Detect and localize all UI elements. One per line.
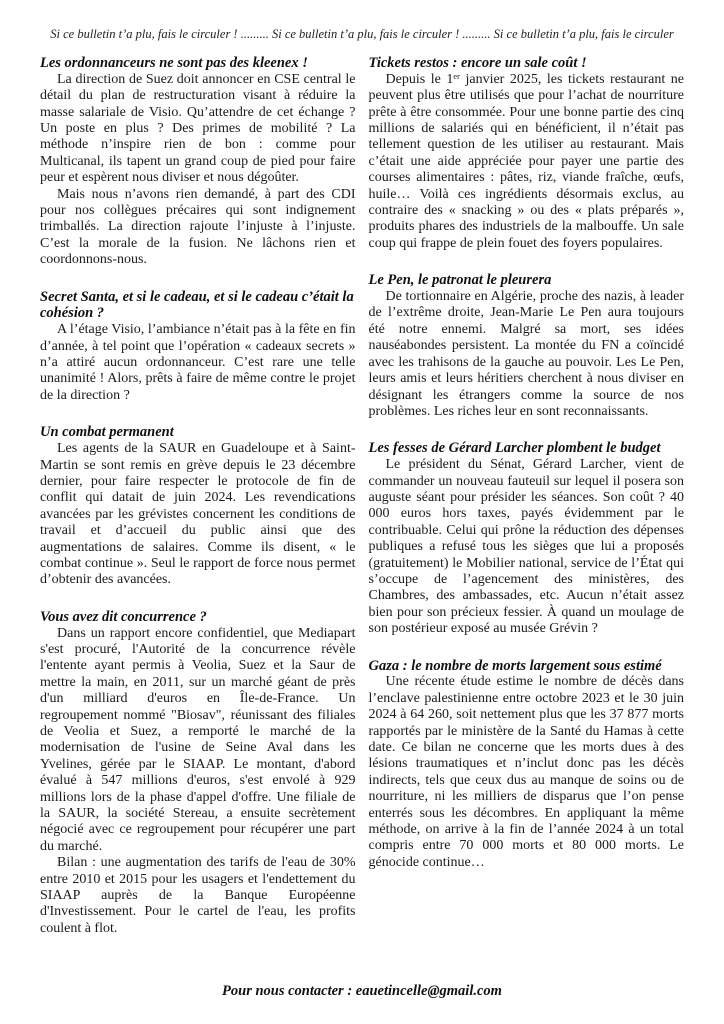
article-paragraph: A l’étage Visio, l’ambiance n’était pas à la fête en fin d’année, à tel point que l’opération « cadeaux secrets » n’a attiré aucun ordonnanceur. C’est rare une telle unanimité ! Alors, prêts à faire de même contre le projet de la direction ? — [40, 322, 356, 403]
article-paragraph: Depuis le 1ᵉʳ janvier 2025, les tickets restaurant ne peuvent plus être utilisés que pour l’achat de nourriture prête à être consommée. Pour une bonne partie des cinq millions de salariés qui en bénéficient, il n’était pas tellement question de les utiliser au restaurant. Mais c’était une aide appréciée pour payer une partie des courses alimentaires : pâtes, riz, viande fraîche, œufs, huile… Voilà ces ingrédients désormais exclus, au contraire des « snacking » ou des « plats préparés », produits phares des industriels de la malbouffe. Un sale coup qui frappe de plein fouet des foyers populaires. — [368, 71, 684, 251]
article-title: Secret Santa, et si le cadeau, et si le cadeau c’était la cohésion ? — [40, 288, 354, 322]
article-title: Gaza : le nombre de morts largement sous estimé — [368, 657, 662, 674]
contact-email: eauetincelle@gmail.com — [355, 983, 502, 999]
article-paragraph: Dans un rapport encore confidentiel, que Mediapart s'est procuré, l'Autorité de la concurrence révèle l'entente ayant permis à Veolia, Suez et la Saur de mettre la main, en 2011, sur un marché géant de près d'un milliard d'euros en Île-de-France. Un regroupement nommé "Biosav", réunissant des filiales de Veolia et Suez, a remporté le marché de la modernisation de l'usine de Seine Aval dans les Yvelines, gérée par le SIAAP. Le montant, d'abord évalué à 547 millions d'euros, s'est envolé à 929 millions lors de la phase d'appel d'offre. Une filiale de la SAUR, la société Stereau, a ensuite secrètement négocié avec ce regroupement pour récupérer une part du marché. — [40, 625, 356, 854]
article-title: Tickets restos : encore un sale coût ! — [368, 55, 587, 71]
article-le-pen — [369, 272, 685, 420]
article-paragraph: Bilan : une augmentation des tarifs de l'eau de 30% entre 2010 et 2015 pour les usagers et l'endettement du SIAAP auprès de la Banque Européenne d'Investissement. Pour le cartel de l'eau, les profits coulent à flot. — [40, 855, 356, 936]
article-title: Les fesses de Gérard Larcher plombent le budget — [368, 440, 661, 457]
article-combat-permanent — [40, 424, 356, 588]
article-paragraph: Le président du Sénat, Gérard Larcher, vient de commander un nouveau fauteuil sur lequel il posera son auguste séant pour présider les séances. Son coût ? 40 000 euros hors taxes, payés évidemment par le contribuable. Celui qui prône la réduction des dépenses publiques a refusé tous les sièges que lui a proposés (gratuitement) le Mobilier national, service de l’État qui s’occupe de l’agencement des ministères, des Chambres, des ambassades, etc. Aucun n’était assez bien pour son précieux fessier. À quand un moulage de son postérieur exposé au musée Grévin ? — [368, 457, 684, 637]
article-tickets-restos — [369, 55, 685, 252]
article-concurrence — [40, 609, 356, 938]
article-title: Le Pen, le patronat le pleurera — [368, 272, 552, 289]
article-paragraph: Une récente étude estime le nombre de décès dans l’enclave palestinienne entre octobre 2023 et le 30 juin 2024 à 64 260, soit nettement plus que les 37 877 morts rapportés par le ministère de la Santé du Hamas à cette date. Ce bilan ne concerne que les morts dues à des lésions traumatiques et n’inclut donc pas les décès indirects, tels que ceux dus au manque de soins ou de nourriture, ni les milliers de disparus que l’on pense enterrés sous les décombres. En appliquant la même méthode, on arrive à la fin de l’année 2024 à un total compris entre 70 000 morts et 80 000 morts. Le génocide continue… — [368, 674, 684, 870]
article-ordonnanceurs — [40, 55, 356, 269]
article-paragraph: La direction de Suez doit annoncer en CSE central le détail du plan de restructuration visant à réduire la masse salariale de Visio. Qu’attendre de cet échange ? Un poste en plus ? Des primes de mobilité ? La méthode n’inspire rien de bon : comme pour Multicanal, ils tapent un grand coup de pied pour faire peur et espèrent nous diviser et nous dégoûter. — [40, 71, 356, 186]
article-larcher — [369, 440, 685, 637]
contact-footer — [0, 983, 724, 1000]
article-gaza — [369, 658, 685, 872]
left-column — [40, 55, 356, 957]
article-paragraph: De tortionnaire en Algérie, proche des nazis, à leader de l’extrême droite, Jean-Marie Le Pen aura toujours été notre ennemi. Malgré sa mort, ses idées nauséabondes persistent. La montée du FN a coïncidé avec les trahisons de la gauche au pouvoir. Les Le Pen, leurs amis et leurs héritiers cherchent à nous diviser en désignant les étrangers comme la source de nos problèmes. Les riches leur en sont reconnaissants. — [368, 289, 684, 419]
circulate-banner: Si ce bulletin t’a plu, fais le circuler ! ......... Si ce bulletin t’a plu, fais le circuler ! ......... Si ce bulletin t’a plu, fais le circuler — [50, 27, 674, 41]
article-columns — [40, 55, 684, 957]
contact-label: Pour nous contacter : — [222, 983, 353, 999]
article-paragraph: Mais nous n’avons rien demandé, à part des CDI pour nos collègues précaires qui sont indignement trimballés. La direction rajoute l’injuste à l’injuste. C’est la morale de la fusion. Ne lâchons rien et coordonnons-nous. — [40, 186, 356, 268]
article-paragraph: Les agents de la SAUR en Guadeloupe et à Saint-Martin se sont remis en grève depuis le 23 décembre dernier, pour faire respecter le protocole de fin de conflit qui datait de juin 2024. Les revendications avancées par les grévistes concernent les conditions de travail et d’accueil du public ainsi que des augmentations de salaires. Comme ils disent, « le combat continue ». Seul le rapport de force nous permet d’obtenir des avancées. — [40, 441, 356, 588]
article-title: Les ordonnanceurs ne sont pas des kleenex ! — [40, 55, 308, 71]
article-title: Un combat permanent — [40, 424, 174, 441]
right-column — [369, 55, 685, 957]
article-title: Vous avez dit concurrence ? — [40, 608, 207, 625]
article-secret-santa — [40, 289, 356, 405]
